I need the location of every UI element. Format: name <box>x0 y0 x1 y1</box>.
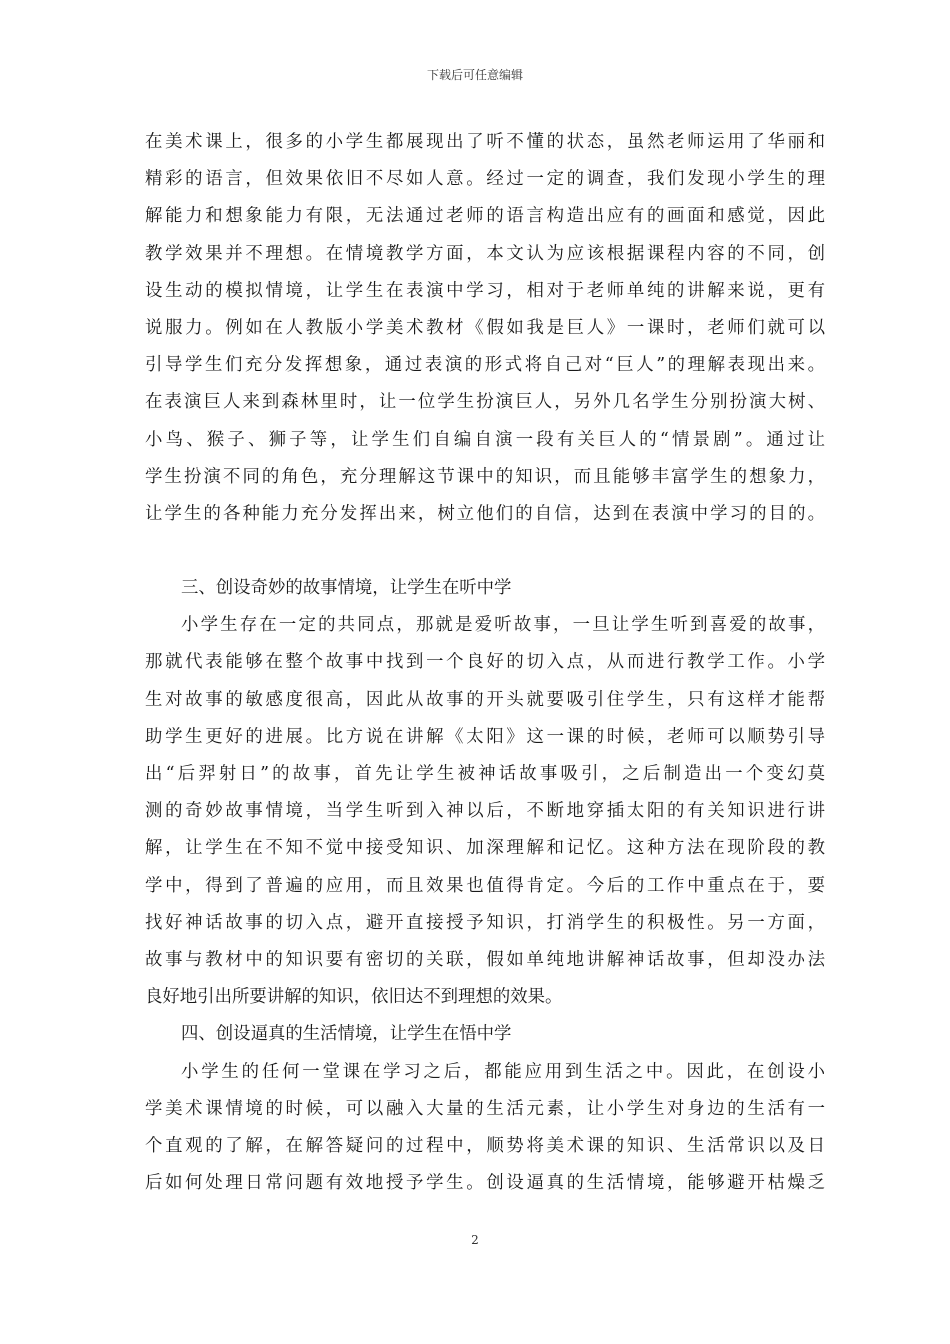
text-line: 小学生的任何一堂课在学习之后，都能应用到生活之中。因此，在创设小 <box>181 1061 825 1082</box>
text-line: 后如何处理日常问题有效地授予学生。创设逼真的生活情境，能够避开枯燥乏 <box>145 1173 825 1194</box>
section-heading-4: 四、创设逼真的生活情境，让学生在悟中学 <box>181 1024 512 1045</box>
text-line: 精彩的语言，但效果依旧不尽如人意。经过一定的调查，我们发现小学生的理 <box>145 169 825 190</box>
text-line: 说服力。例如在人教版小学美术教材《假如我是巨人》一课时，老师们就可以 <box>145 317 825 338</box>
text-line: 生对故事的敏感度很高，因此从故事的开头就要吸引住学生，只有这样才能帮 <box>145 689 825 710</box>
page-number: 2 <box>471 1233 479 1247</box>
document-body <box>145 124 825 1202</box>
text-line: 那就代表能够在整个故事中找到一个良好的切入点，从而进行教学工作。小学 <box>145 652 825 673</box>
text-line: 助学生更好的进展。比方说在讲解《太阳》这一课的时候，老师可以顺势引导 <box>145 726 825 747</box>
text-line: 故事与教材中的知识要有密切的关联，假如单纯地讲解神话故事，但却没办法 <box>145 949 825 970</box>
text-line: 小学生存在一定的共同点，那就是爱听故事，一旦让学生听到喜爱的故事， <box>181 615 825 636</box>
text-line: 测的奇妙故事情境，当学生听到入神以后，不断地穿插太阳的有关知识进行讲 <box>145 801 825 822</box>
paragraph-spacer <box>145 533 825 570</box>
paragraph-1 <box>145 124 825 533</box>
paragraph-3 <box>145 1054 825 1203</box>
text-line: 小鸟、猴子、狮子等，让学生们自编自演一段有关巨人的“情景剧”。通过让 <box>145 429 825 450</box>
page-header: 下载后可任意编辑 <box>426 68 523 82</box>
text-line: 学美术课情境的时候，可以融入大量的生活元素，让小学生对身边的生活有一 <box>145 1098 825 1119</box>
text-line: 在美术课上，很多的小学生都展现出了听不懂的状态，虽然老师运用了华丽和 <box>145 132 825 152</box>
text-line: 教学效果并不理想。在情境教学方面，本文认为应该根据课程内容的不同，创 <box>145 243 825 264</box>
text-line: 良好地引出所要讲解的知识，依旧达不到理想的效果。 <box>145 987 563 1008</box>
text-line: 设生动的模拟情境，让学生在表演中学习，相对于老师单纯的讲解来说，更有 <box>145 280 825 301</box>
text-line: 出“后羿射日”的故事，首先让学生被神话故事吸引，之后制造出一个变幻莫 <box>145 764 825 784</box>
text-line: 学中，得到了普遍的应用，而且效果也值得肯定。今后的工作中重点在于，要 <box>145 875 825 896</box>
section-heading-3: 三、创设奇妙的故事情境，让学生在听中学 <box>181 578 512 599</box>
text-line: 学生扮演不同的角色，充分理解这节课中的知识，而且能够丰富学生的想象力， <box>145 466 825 487</box>
text-line: 在表演巨人来到森林里时，让一位学生扮演巨人，另外几名学生分别扮演大树、 <box>145 392 825 413</box>
text-line: 解能力和想象能力有限，无法通过老师的语言构造出应有的画面和感觉，因此 <box>145 206 825 227</box>
text-line: 让学生的各种能力充分发挥出来，树立他们的自信，达到在表演中学习的目的。 <box>145 503 825 524</box>
text-line: 个直观的了解，在解答疑问的过程中，顺势将美术课的知识、生活常识以及日 <box>145 1135 825 1156</box>
text-line: 引导学生们充分发挥想象，通过表演的形式将自己对“巨人”的理解表现出来。 <box>145 355 825 376</box>
text-line: 解，让学生在不知不觉中接受知识、加深理解和记忆。这种方法在现阶段的教 <box>145 838 825 859</box>
paragraph-2 <box>145 607 825 1016</box>
text-line: 找好神话故事的切入点，避开直接授予知识，打消学生的积极性。另一方面， <box>145 912 825 933</box>
